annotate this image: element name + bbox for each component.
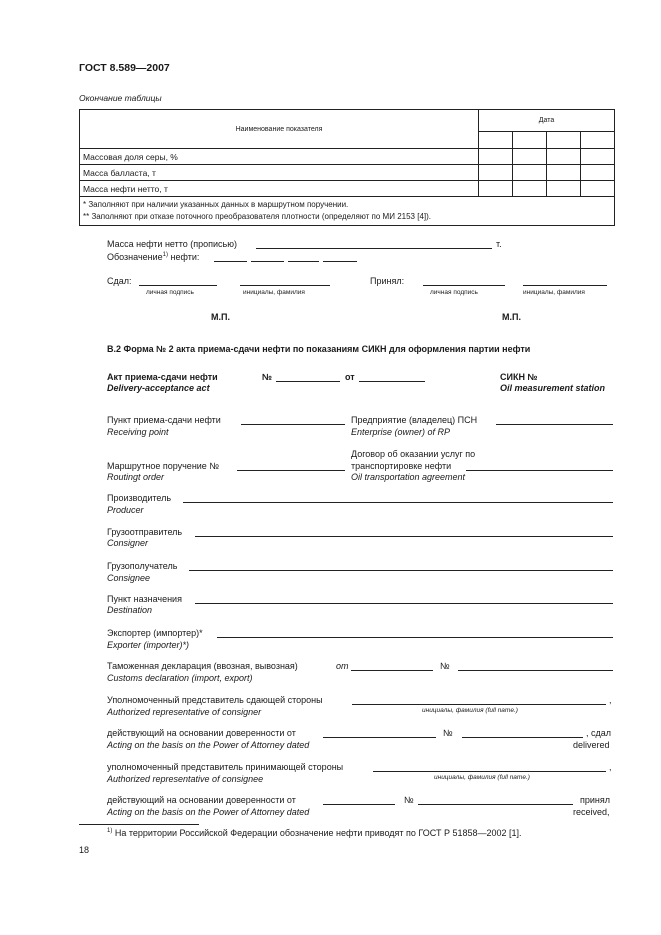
rep-consignee-label: уполномоченный представитель принимающей стороны: [107, 762, 344, 772]
rep-consignor-label: Уполномоченный представитель сдающей стороны: [107, 695, 323, 705]
rep-initials-caption: инициалы, фамилия (full name.): [422, 707, 518, 714]
signature-caption: личная подпись: [146, 289, 194, 296]
consignor-label: Грузоотправитель: [107, 527, 183, 537]
enterprise-en: Enterprise (owner) of RP: [351, 427, 451, 437]
comma: ,: [609, 762, 612, 772]
contract-label-1: Договор об оказании услуг по: [351, 449, 476, 459]
section-title: В.2 Форма № 2 акта приема-сдачи нефти по показаниям СИКН для оформления партии нефти: [107, 344, 531, 354]
handed-label: Сдал:: [107, 276, 132, 286]
consignee-label: Грузополучатель: [107, 561, 178, 571]
accepted-word: принял: [580, 795, 611, 805]
initials-caption: инициалы, фамилия: [523, 289, 585, 296]
acting2-label: действующий на основании доверенности от: [107, 795, 296, 805]
rep-consignee-en: Authorized representative of consignee: [107, 774, 264, 784]
col-header-date: Дата: [479, 110, 615, 132]
table-row-label: Масса балласта, т: [80, 165, 479, 181]
received-label: Принял:: [370, 276, 405, 286]
enterprise-label: Предприятие (владелец) ПСН: [351, 415, 478, 425]
acting-en: Acting on the basis on the Power of Attorney dated: [107, 740, 310, 750]
contract-en: Oil transportation agreement: [351, 472, 466, 482]
table-row-label: Массовая доля серы, %: [80, 149, 479, 165]
col-header-indicator: Наименование показателя: [80, 110, 479, 149]
customs-no: №: [440, 661, 450, 671]
exporter-en: Exporter (importer)*): [107, 640, 190, 650]
route-order-label: Маршрутное поручение №: [107, 461, 219, 471]
table-caption: Окончание таблицы: [79, 93, 162, 103]
destination-label: Пункт назначения: [107, 594, 182, 604]
act-title-en: Delivery-acceptance act: [107, 383, 210, 393]
sikn-label: СИКН №: [500, 372, 538, 382]
rep-consignor-en: Authorized representative of consigner: [107, 707, 262, 717]
acting-label: действующий на основании доверенности от: [107, 728, 296, 738]
page-number: 18: [79, 845, 90, 855]
destination-en: Destination: [107, 605, 153, 615]
act-title: Акт приема-сдачи нефти: [107, 372, 218, 382]
comma: ,: [609, 695, 612, 705]
route-order-en: Routingt order: [107, 472, 165, 482]
mass-unit: т.: [496, 239, 502, 249]
indicator-table: [79, 109, 615, 226]
acting2-no: №: [404, 795, 414, 805]
receiving-point-label: Пункт приема-сдачи нефти: [107, 415, 221, 425]
acting-no: №: [443, 728, 453, 738]
signature-caption: личная подпись: [430, 289, 478, 296]
stamp-label: М.П.: [211, 312, 230, 322]
table-notes: [80, 197, 615, 226]
document-code: ГОСТ 8.589—2007: [79, 62, 170, 74]
table-row-label: Масса нефти нетто, т: [80, 181, 479, 197]
customs-label: Таможенная декларация (ввозная, вывозная): [107, 661, 298, 671]
customs-from: от: [336, 661, 349, 671]
table-note-2: ** Заполняют при отказе поточного преобразователя плотности (определяют по МИ 2153 [4]).: [83, 212, 431, 221]
initials-caption: инициалы, фамилия: [243, 289, 305, 296]
stamp-label: М.П.: [502, 312, 521, 322]
received-word: received,: [573, 807, 610, 817]
producer-en: Producer: [107, 505, 144, 515]
rep-initials-caption: инициалы, фамилия (full name.): [434, 774, 530, 781]
consignor-en: Consigner: [107, 538, 149, 548]
sikn-label-en: Oil measurement station: [500, 383, 606, 393]
designation-label: Обозначение$^{1)}$ нефти:: [107, 252, 200, 262]
act-from-label: от: [345, 372, 355, 382]
customs-en: Customs declaration (import, export): [107, 673, 253, 683]
act-number-label: №: [262, 372, 273, 382]
consignee-en: Consignee: [107, 573, 151, 583]
footnote: $^{1)}$ На территории Российской Федерации обозначение нефти приводят по ГОСТ Р 51858—2002 [1].: [107, 828, 522, 838]
delivered-word: delivered: [573, 740, 610, 750]
acting2-en: Acting on the basis on the Power of Attorney dated: [107, 807, 310, 817]
table-note-1: * Заполняют при наличии указанных данных в маршрутном поручении.: [83, 200, 349, 209]
producer-label: Производитель: [107, 493, 172, 503]
handed-word: , сдал: [586, 728, 612, 738]
exporter-label: Экспортер (импортер)*: [107, 628, 203, 638]
mass-words-label: Масса нефти нетто (прописью): [107, 239, 237, 249]
receiving-point-en: Receiving point: [107, 427, 169, 437]
contract-label-2: транспортировке нефти: [351, 461, 452, 471]
